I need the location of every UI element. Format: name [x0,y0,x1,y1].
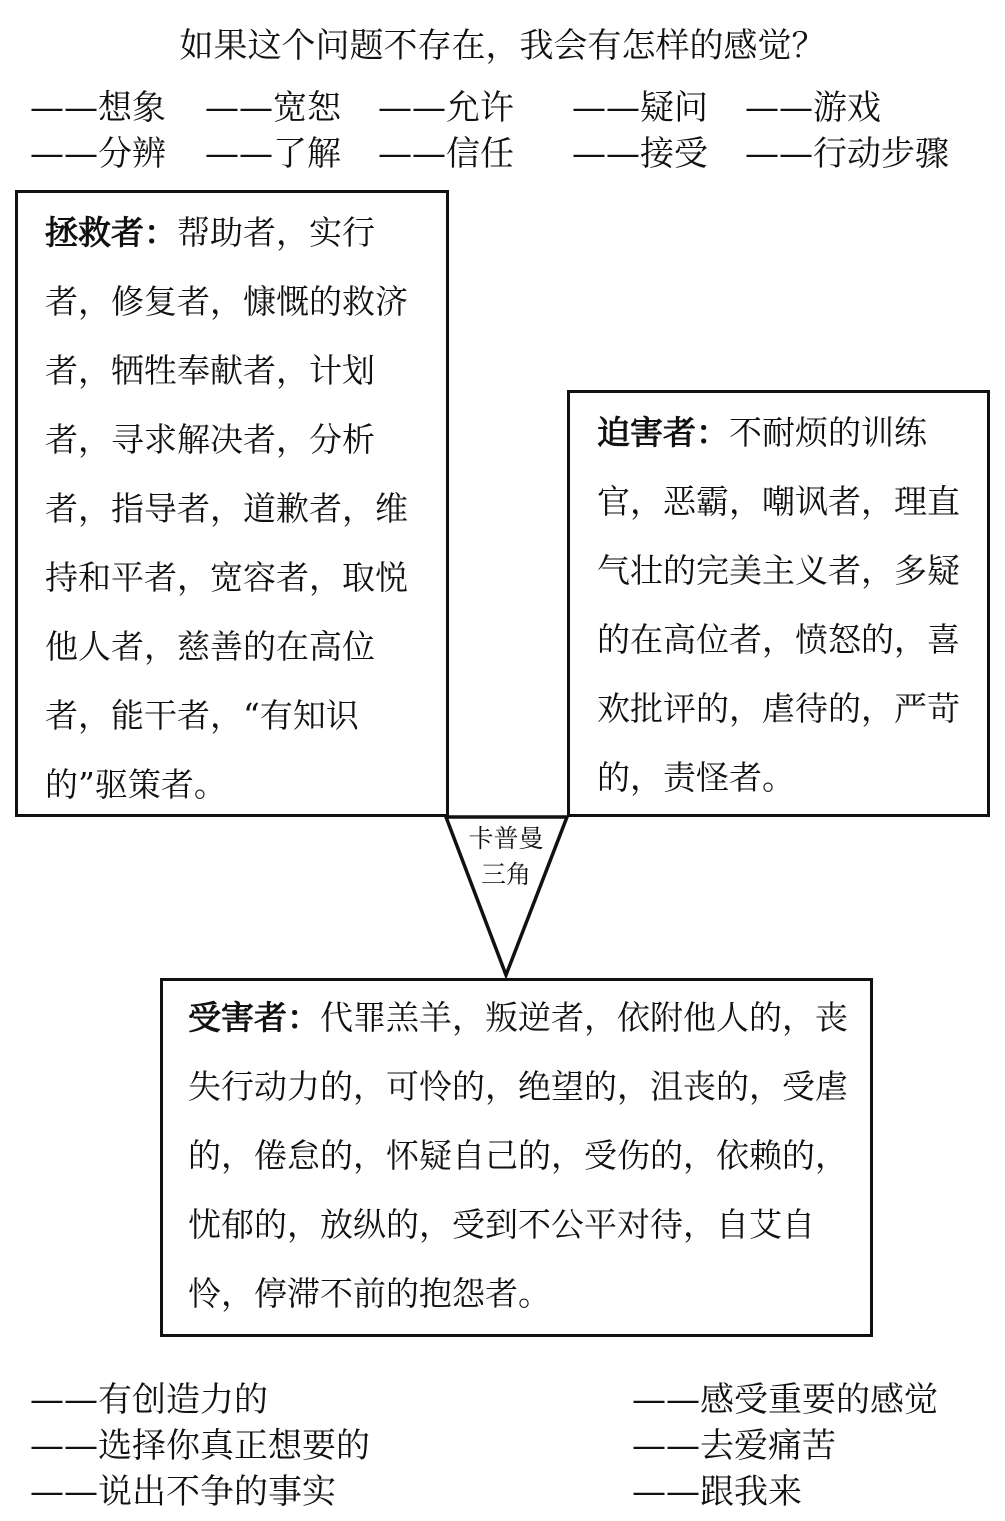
bottom-right-item: ——跟我来 [632,1472,802,1512]
top-word: ——想象 [30,88,166,128]
top-word: ——宽恕 [205,88,341,128]
top-word: ——信任 [378,134,514,174]
triangle-label-line2: 三角 [480,860,531,889]
bottom-left-item: ——有创造力的 [30,1380,268,1420]
bottom-right-item: ——去爱痛苦 [632,1426,836,1466]
rescuer-title: 拯救者： [45,213,177,252]
persecutor-box [567,390,990,817]
top-word: ——了解 [205,134,341,174]
rescuer-text: 帮助者，实行者，修复者，慷慨的救济者，牺牲奉献者，计划者，寻求解决者，分析者，指导者，道歉者，维持和平者，宽容者，取悦他人者，慈善的在高位者，能干者，“有知识的”驱策者。 [45,213,408,804]
bottom-left-item: ——选择你真正想要的 [30,1426,370,1466]
triangle-label-line1: 卡普曼 [468,824,544,853]
persecutor-title: 迫害者： [597,413,729,452]
top-word: ——允许 [378,88,514,128]
top-word: ——游戏 [745,88,881,128]
victim-title: 受害者： [188,998,320,1037]
top-word: ——疑问 [572,88,708,128]
question-heading: 如果这个问题不存在，我会有怎样的感觉？ [179,26,826,66]
bottom-left-item: ——说出不争的事实 [30,1472,336,1512]
persecutor-text: 不耐烦的训练官，恶霸，嘲讽者，理直气壮的完美主义者，多疑的在高位者，愤怒的，喜欢批评的，虐待的，严苛的，责怪者。 [597,413,960,797]
top-word: ——分辨 [30,134,166,174]
victim-text: 代罪羔羊，叛逆者，依附他人的，丧失行动力的，可怜的，绝望的，沮丧的，受虐的，倦怠的，怀疑自己的，受伤的，依赖的，忧郁的，放纵的，受到不公平对待，自艾自怜，停滞不前的抱怨者。 [188,998,848,1313]
bottom-right-item: ——感受重要的感觉 [632,1380,938,1420]
top-word: ——行动步骤 [745,134,949,174]
rescuer-box [15,190,449,817]
victim-box [160,978,873,1337]
top-word: ——接受 [572,134,708,174]
